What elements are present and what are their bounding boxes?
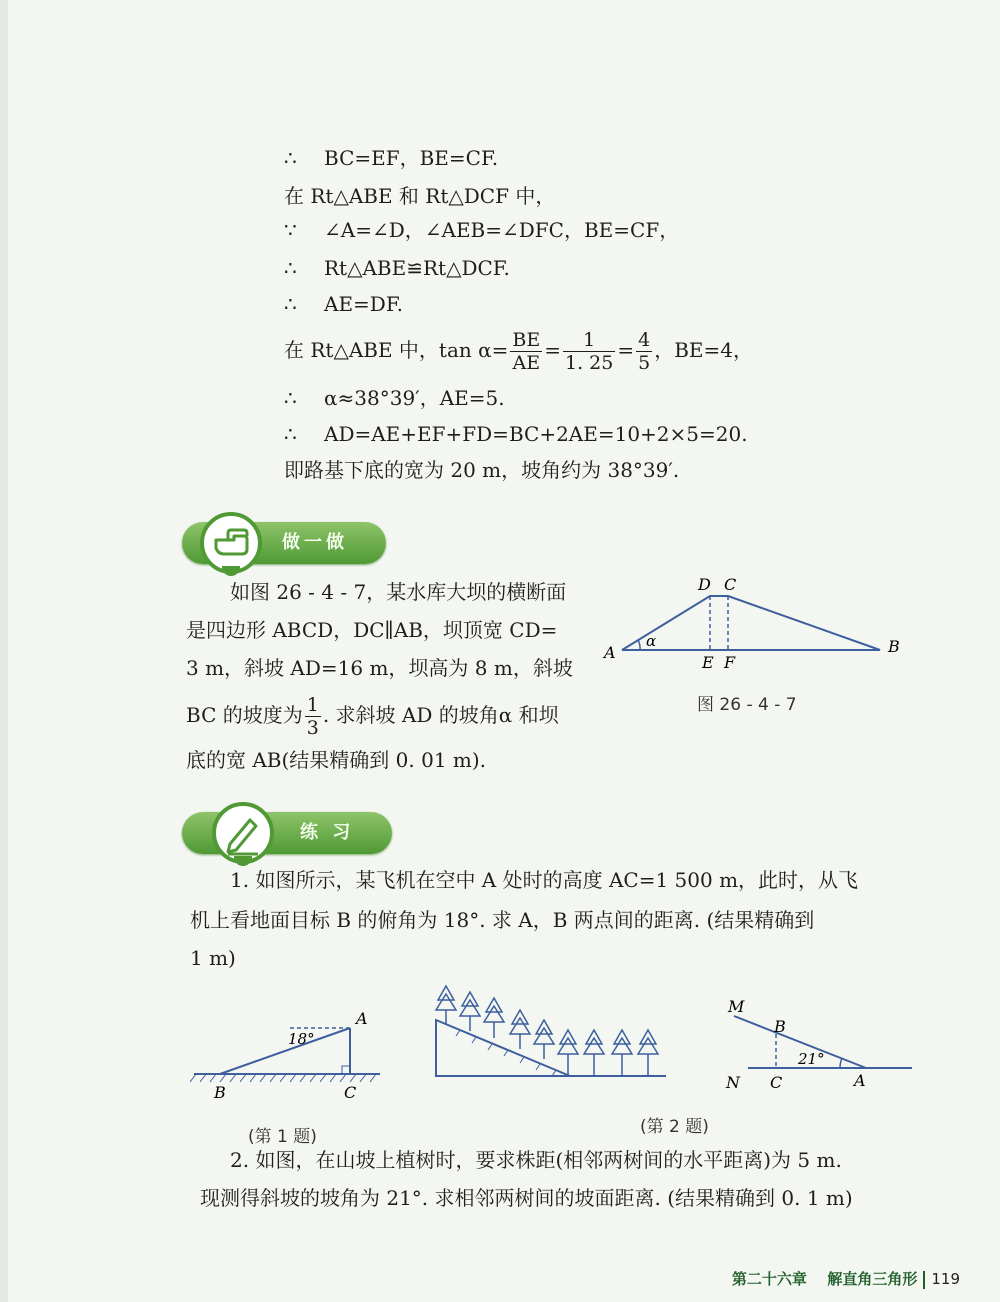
label-c: C (724, 575, 737, 594)
solution-line-4: ∴ Rt△ABE≌Rt△DCF. (284, 256, 510, 280)
label-a: A (356, 1009, 368, 1028)
label-f: F (724, 653, 736, 672)
question-1-line-2: 机上看地面目标 B 的俯角为 18°. 求 A，B 两点间的距离. (结果精确到 (190, 908, 815, 932)
practice-label: 练 习 (300, 822, 355, 843)
because-symbol: ∵ (284, 218, 297, 242)
angle-18-label: 18° (288, 1030, 315, 1048)
question-2-line-2: 现测得斜坡的坡角为 21°. 求相邻两树间的坡面距离. (结果精确到 0. 1 m) (200, 1186, 853, 1210)
question-1-line-1: 1. 如图所示，某飞机在空中 A 处时的高度 AC=1 500 m，此时，从飞 (230, 868, 859, 892)
do-it-label: 做一做 (282, 532, 348, 553)
therefore-symbol: ∴ (284, 256, 297, 280)
page-edge (0, 0, 8, 1302)
label-a: A (604, 643, 616, 662)
label-b: B (774, 1017, 786, 1036)
do-it-text-4: BC 的坡度为 $\frac{1}{3}$ . 求斜坡 AD 的坡角α 和坝 (186, 694, 559, 739)
solution-line-1: ∴ BC=EF，BE=CF. (284, 146, 499, 170)
fraction-1-3: $\frac{1}{3}$ (306, 694, 319, 739)
slope-angle-detail-figure (720, 994, 920, 1094)
figure-caption-q2: (第 2 题) (640, 1117, 709, 1137)
question-1-line-3: 1 m) (190, 946, 236, 970)
airplane-depression-angle-figure (190, 1000, 390, 1110)
solution-line-8: ∴ AD=AE+EF+FD=BC+2AE=10+2×5=20. (284, 422, 748, 446)
angle-21-label: 21° (798, 1050, 825, 1068)
figure-caption-26-4-7: 图 26 - 4 - 7 (697, 695, 797, 715)
footer-divider (923, 1271, 925, 1289)
do-it-text-2: 是四边形 ABCD，DC∥AB，坝顶宽 CD= (186, 618, 558, 642)
figure-caption-q1: (第 1 题) (248, 1127, 317, 1147)
label-d: D (698, 575, 711, 594)
therefore-symbol: ∴ (284, 386, 297, 410)
do-it-pointer (222, 566, 240, 576)
question-2-line-1: 2. 如图，在山坡上植树时，要求株距(相邻两树间的水平距离)为 5 m. (230, 1148, 842, 1172)
solution-line-6: 在 Rt△ABE 中，tan α= $\frac{BE}{AE}$ = $\frac{1}{1. 25}$ = $\frac{4}{5}$ ，BE=4， (284, 329, 754, 374)
therefore-symbol: ∴ (284, 146, 297, 170)
therefore-symbol: ∴ (284, 422, 297, 446)
therefore-symbol: ∴ (284, 292, 297, 316)
practice-pointer (234, 856, 252, 866)
chapter-label: 第二十六章 (731, 1270, 807, 1288)
label-e: E (702, 653, 714, 672)
pencil-icon (212, 802, 274, 864)
solution-line-5: ∴ AE=DF. (284, 292, 403, 316)
do-it-text-1: 如图 26 - 4 - 7，某水库大坝的横断面 (230, 580, 567, 604)
label-b: B (888, 637, 900, 656)
solution-line-2: 在 Rt△ABE 和 Rt△DCF 中， (284, 184, 556, 208)
label-b: B (214, 1083, 226, 1102)
chapter-title: 解直角三角形 (827, 1270, 918, 1288)
dam-cross-section-figure (600, 570, 910, 680)
do-it-text-3: 3 m，斜坡 AD=16 m，坝高为 8 m，斜坡 (186, 656, 573, 680)
fraction-be-ae: $\frac{BE}{AE}$ (512, 329, 541, 374)
label-m: M (728, 997, 745, 1016)
fraction-1-125: $\frac{1}{1. 25}$ (565, 329, 614, 374)
slope-trees-figure (430, 978, 670, 1088)
solution-line-3: ∵ ∠A=∠D，∠AEB=∠DFC，BE=CF， (284, 218, 680, 242)
page-number: 119 (931, 1270, 960, 1288)
label-a: A (854, 1071, 866, 1090)
solution-line-7: ∴ α≈38°39′，AE=5. (284, 386, 505, 410)
page-footer (732, 1268, 960, 1289)
hand-icon (200, 512, 262, 574)
label-alpha: α (646, 632, 657, 650)
fraction-4-5: $\frac{4}{5}$ (638, 329, 651, 374)
solution-conclusion: 即路基下底的宽为 20 m，坡角约为 38°39′. (284, 458, 680, 482)
label-c: C (770, 1073, 783, 1092)
do-it-text-5: 底的宽 AB(结果精确到 0. 01 m). (186, 748, 487, 772)
label-n: N (726, 1073, 740, 1092)
label-c: C (344, 1083, 357, 1102)
